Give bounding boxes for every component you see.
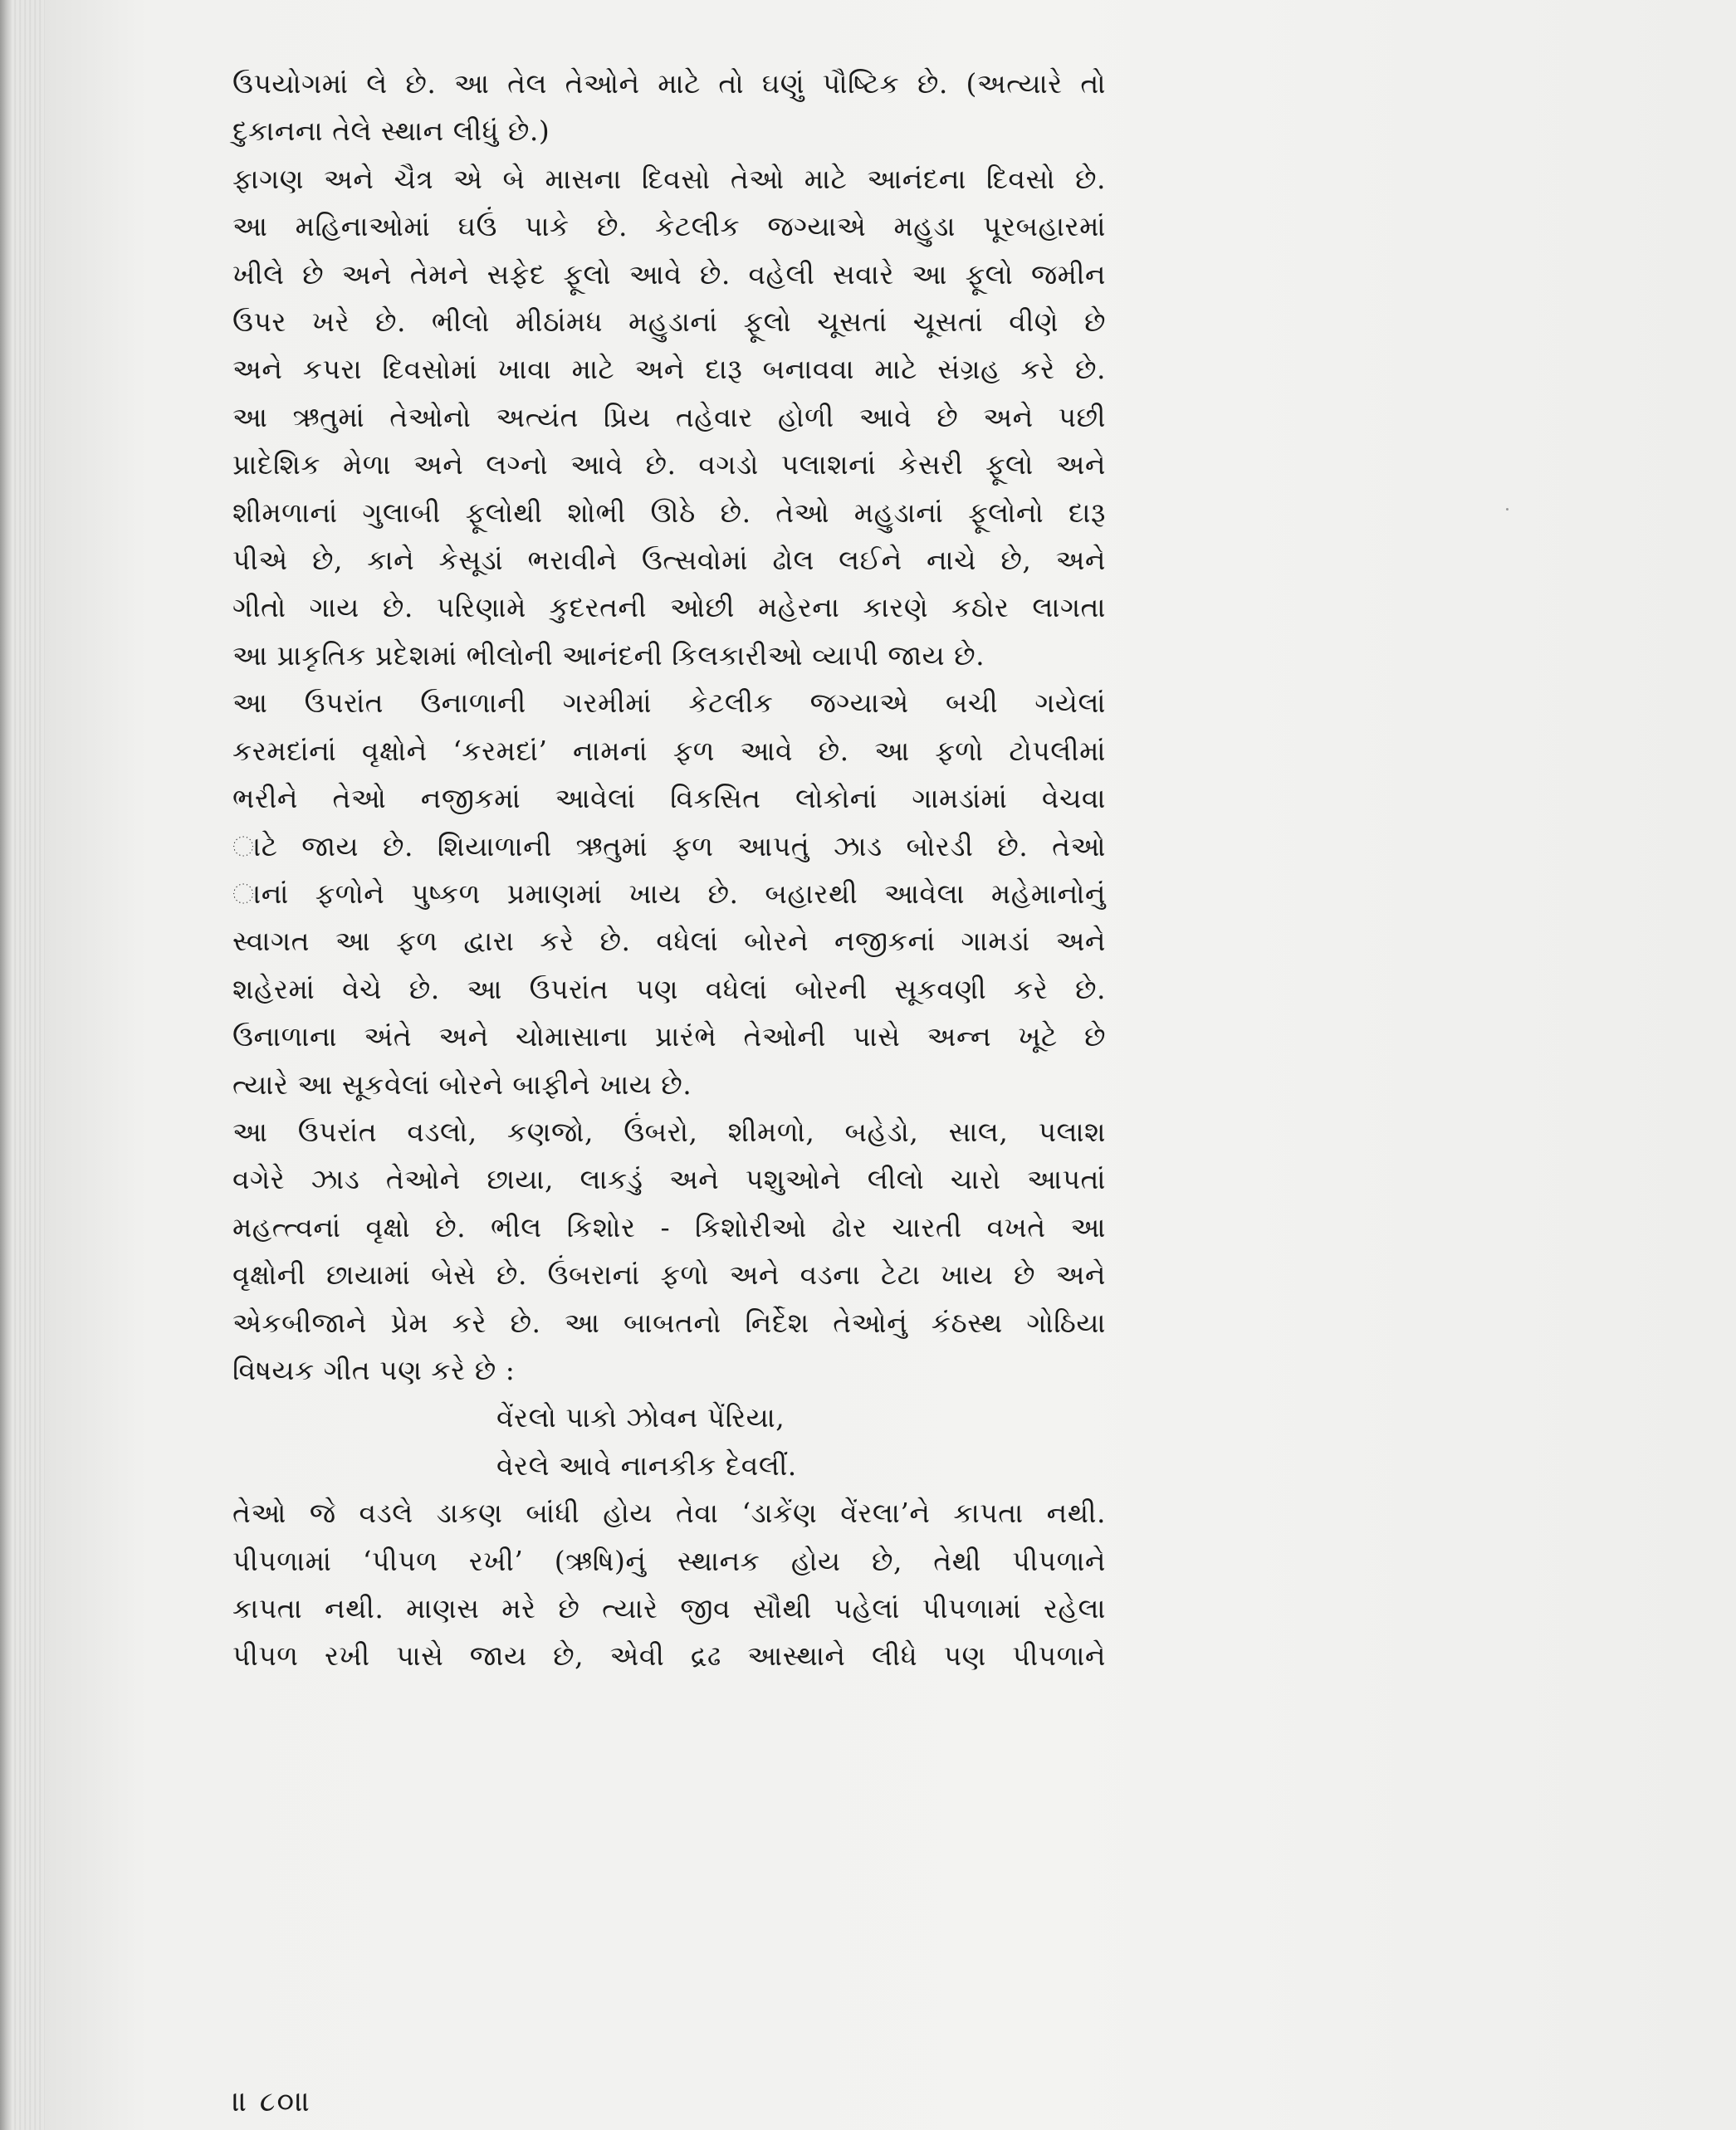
text-line: તેઓ જે વડલે ડાકણ બાંધી હોય તેવા ‘ડાકેંણ વેંરલા’ને કાપતા નથી.: [232, 1497, 1106, 1530]
page-number: ॥ ૮૦॥: [232, 2085, 312, 2118]
page-stack-edges: [12, 0, 45, 2130]
text-line: મહત્ત્વનાં વૃક્ષો છે. ભીલ કિશોર - કિશોરીઓ ઢોર ચારતી વખતે આ: [232, 1210, 1106, 1243]
text-line: ભરીને તેઓ નજીકમાં આવેલાં વિકસિત લોકોનાં ગામડાંમાં વેચવા: [232, 782, 1106, 815]
text-line: દુકાનના તેલે સ્થાન લીધું છે.): [232, 115, 550, 148]
text-line: આ ઉપરાંત વડલો, કણજો, ઉંબરો, શીમળો, બહેડો, સાલ, પલાશ: [232, 1115, 1106, 1148]
text-line: આ પ્રાકૃતિક પ્રદેશમાં ભીલોની આનંદની કિલકારીઓ વ્યાપી જાય છે.: [232, 638, 985, 672]
text-line: શહેરમાં વેચે છે. આ ઉપરાંત પણ વધેલાં બોરની સૂકવણી કરે છે.: [232, 972, 1106, 1005]
text-line: આ ઉપરાંત ઉનાળાની ગરમીમાં કેટલીક જગ્યાએ બચી ગયેલાં: [232, 686, 1106, 720]
margin-speck: [1506, 508, 1509, 511]
text-line: ત્યારે આ સૂકવેલાં બોરને બાફીને ખાય છે.: [232, 1067, 692, 1101]
text-line: કરમદાંનાં વૃક્ષોને ‘કરમદાં’ નામનાં ફળ આવે છે. આ ફળો ટોપલીમાં: [232, 734, 1106, 767]
text-line: એકબીજાને પ્રેમ કરે છે. આ બાબતનો નિર્દેશ તેઓનું કંઠસ્થ ગોઠિયા: [232, 1306, 1106, 1339]
text-line: ગીતો ગાય છે. પરિણામે કુદરતની ઓછી મહેરના કારણે કઠોર લાગતા: [232, 591, 1106, 624]
text-line: પીએ છે, કાને કેસૂડાં ભરાવીને ઉત્સવોમાં ઢોલ લઈને નાચે છે, અને: [232, 544, 1106, 577]
scan-edge-left: [0, 0, 12, 2130]
text-line: વિષયક ગીત પણ કરે છે :: [232, 1353, 516, 1386]
text-line: ાટે જાય છે. શિયાળાની ઋતુમાં ફળ આપતું ઝાડ બોરડી છે. તેઓ: [232, 829, 1106, 862]
text-line: શીમળાનાં ગુલાબી ફૂલોથી શોભી ઊઠે છે. તેઓ મહુડાનાં ફૂલોનો દારૂ: [232, 496, 1106, 529]
text-line: ઉપયોગમાં લે છે. આ તેલ તેઓને માટે તો ઘણું પૌષ્ટિક છે. (અત્યારે તો: [232, 67, 1106, 100]
text-line: ઉનાળાના અંતે અને ચોમાસાના પ્રારંભે તેઓની પાસે અન્ન ખૂટે છે: [232, 1020, 1106, 1053]
verse-line: વેંરલો પાકો ઝોવન પેંરિયા,: [496, 1401, 785, 1434]
text-line: ઉપર ખરે છે. ભીલો મીઠાંમધ મહુડાનાં ફૂલો ચૂસતાં ચૂસતાં વીણે છે: [232, 305, 1106, 339]
text-line: આ ઋતુમાં તેઓનો અત્યંત પ્રિય તહેવાર હોળી આવે છે અને પછી: [232, 400, 1107, 433]
text-line: ખીલે છે અને તેમને સફેદ ફૂલો આવે છે. વહેલી સવારે આ ફૂલો જમીન: [232, 257, 1106, 291]
text-line: અને કપરા દિવસોમાં ખાવા માટે અને દારૂ બનાવવા માટે સંગ્રહ કરે છે.: [232, 353, 1106, 386]
text-line: વગેરે ઝાડ તેઓને છાયા, લાકડું અને પશુઓને લીલો ચારો આપતાં: [232, 1163, 1106, 1196]
text-line: પીપળામાં ‘પીપળ રખી’ (ઋષિ)નું સ્થાનક હોય છે, તેથી પીપળાને: [232, 1544, 1106, 1577]
text-line: વૃક્ષોની છાયામાં બેસે છે. ઉંબરાનાં ફળો અને વડના ટેટા ખાય છે અને: [232, 1258, 1106, 1292]
text-line: ાનાં ફળોને પુષ્કળ પ્રમાણમાં ખાય છે. બહારથી આવેલા મહેમાનોનું: [232, 877, 1106, 910]
text-line: પીપળ રખી પાસે જાય છે, એવી દ્રઢ આસ્થાને લીધે પણ પીપળાને: [232, 1639, 1106, 1673]
text-line: સ્વાગત આ ફળ દ્વારા કરે છે. વધેલાં બોરને નજીકનાં ગામડાં અને: [232, 925, 1106, 958]
text-line: કાપતા નથી. માણસ મરે છે ત્યારે જીવ સૌથી પહેલાં પીપળામાં રહેલા: [232, 1592, 1106, 1624]
text-line: ફાગણ અને ચૈત્ર એ બે માસના દિવસો તેઓ માટે આનંદના દિવસો છે.: [232, 162, 1106, 195]
body-text: [232, 60, 1106, 1680]
text-line: પ્રાદેશિક મેળા અને લગ્નો આવે છે. વગડો પલાશનાં કેસરી ફૂલો અને: [232, 448, 1106, 481]
text-line: આ મહિનાઓમાં ઘઉં પાકે છે. કેટલીક જગ્યાએ મહુડા પૂરબહારમાં: [232, 210, 1106, 243]
verse-line: વેરલે આવે નાનકીક દેવલીં.: [496, 1448, 797, 1482]
